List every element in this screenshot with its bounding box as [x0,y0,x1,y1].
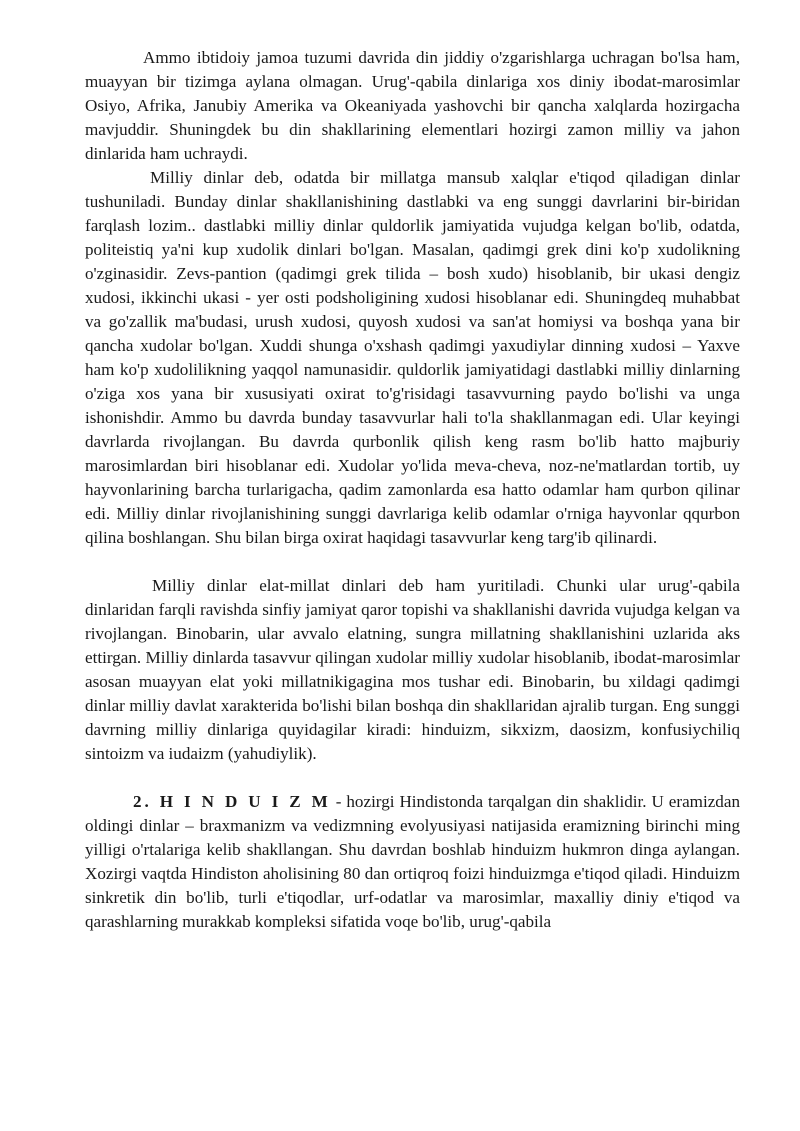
section-heading-hinduizm: 2. H I N D U I Z M [133,792,331,811]
paragraph-hinduizm-body: - hozirgi Hindistonda tarqalgan din shaklidir. U eramizdan oldingi dinlar – braxmanizm va vedizmning evolyusiyasi natijasida eramizning birinchi ming yilligi o'rtalariga kelib shakllangan. Shu davrdan boshlab hinduizm hukmron dinga aylangan. Xozirgi vaqtda Hindiston aholisining 80 dan ortiqroq foizi hinduizmga e'tiqod qiladi. Hinduizm sinkretik din bo'lib, turli e'tiqodlar, urf-odatlar va marosimlar, maxalliy diniy e'tiqod va qarashlarning murakkab kompleksi sifatida voqe bo'lib, urug'-qabila [85,792,740,931]
paragraph-elat-millat: Milliy dinlar elat-millat dinlari deb ham yuritiladi. Chunki ular urug'-qabila dinlaridan farqli ravishda sinfiy jamiyat qaror topishi va shakllanishi davrida vujudga kelgan va rivojlangan. Binobarin, ular avvalo elatning, sungra millatning shakllanishini uzlarida aks ettirgan. Milliy dinlarda tasavvur qilingan xudolar milliy xudolar hisoblanib, ibodat-marosimlar asosan muayyan elat yoki millatnikigagina mos tushar edi. Binobarin, bu xildagi qadimgi dinlar milliy davlat xarakterida bo'lishi bilan boshqa din shakllaridan ajralib turgan. Eng sunggi davrning milliy dinlariga quyidagilar kiradi: hinduizm, sikxizm, daosizm, konfusiychiliq sintoizm va iudaizm (yahudiylik). [85,576,740,763]
paragraph-milliy-dinlar: Milliy dinlar deb, odatda bir millatga mansub xalqlar e'tiqod qiladigan dinlar tushuniladi. Bunday dinlar shakllanishining dastlabki va eng sunggi davrlarini bir-biridan farqlash lozim.. dastlabki milliy dinlar quldorlik jamiyatida vujudga kelgan bo'lib, odatda, politeistiq ya'ni kup xudolik dinlari bo'lgan. Masalan, qadimgi grek dini ko'p xudolikning o'zginasidir. Zevs-pantion (qadimgi grek tilida – bosh xudo) hisoblanib, bir ukasi dengiz xudosi, ikkinchi ukasi - yer osti podsholigining xudosi hisoblanar edi. Shuningdeq muhabbat va go'zallik ma'budasi, urush xudosi, quyosh xudosi va san'at homiysi va boshqa yana bir qancha xudolar bo'lgan. Xuddi shunga o'xshash qadimgi yaxudiylar dinning xudosi – Yaxve ham ko'p xudolilikning yaqqol namunasidir. quldorlik jamiyatidagi dastlabki milliy dinlarning o'ziga xos yana bir xususiyati oxirat to'g'risidagi tasavvurning paydo bo'lishi va unga ishonishdir. Ammo bu davrda bunday tasavvurlar hali to'la shakllanmagan edi. Ular keyingi davrlarda rivojlangan. Bu davrda qurbonlik qilish keng rasm bo'lib hatto majburiy marosimlardan biri hisoblanar edi. Xudolar yo'lida meva-cheva, noz-ne'matlardan tortib, uy hayvonlarining barcha turlarigacha, qadim zamonlarda esa hatto odamlar ham qurbon qilinar edi. Milliy dinlar rivojlanishining sunggi davrlariga kelib odamlar o'rniga hayvonlar qqurbon qilina boshlangan. Shu bilan birga oxirat haqidagi tasavvurlar keng targ'ib qilinardi. [85,168,740,547]
paragraph-ibtidoiy-jamoa: Ammo ibtidoiy jamoa tuzumi davrida din jiddiy o'zgarishlarga uchragan bo'lsa ham, muayyan bir tizimga aylana olmagan. Urug'-qabila dinlariga xos diniy ibodat-marosimlar Osiyo, Afrika, Janubiy Amerika va Okeaniyada yashovchi bir qancha xalqlarda hozirgacha mavjuddir. Shuningdek bu din shakllarining elementlari hozirgi zamon milliy va jahon dinlarida ham uchraydi. [85,48,740,163]
paragraph-spacer [85,550,740,574]
paragraph-hinduizm [85,790,740,934]
document-page [85,46,740,934]
paragraph-spacer [85,766,740,790]
